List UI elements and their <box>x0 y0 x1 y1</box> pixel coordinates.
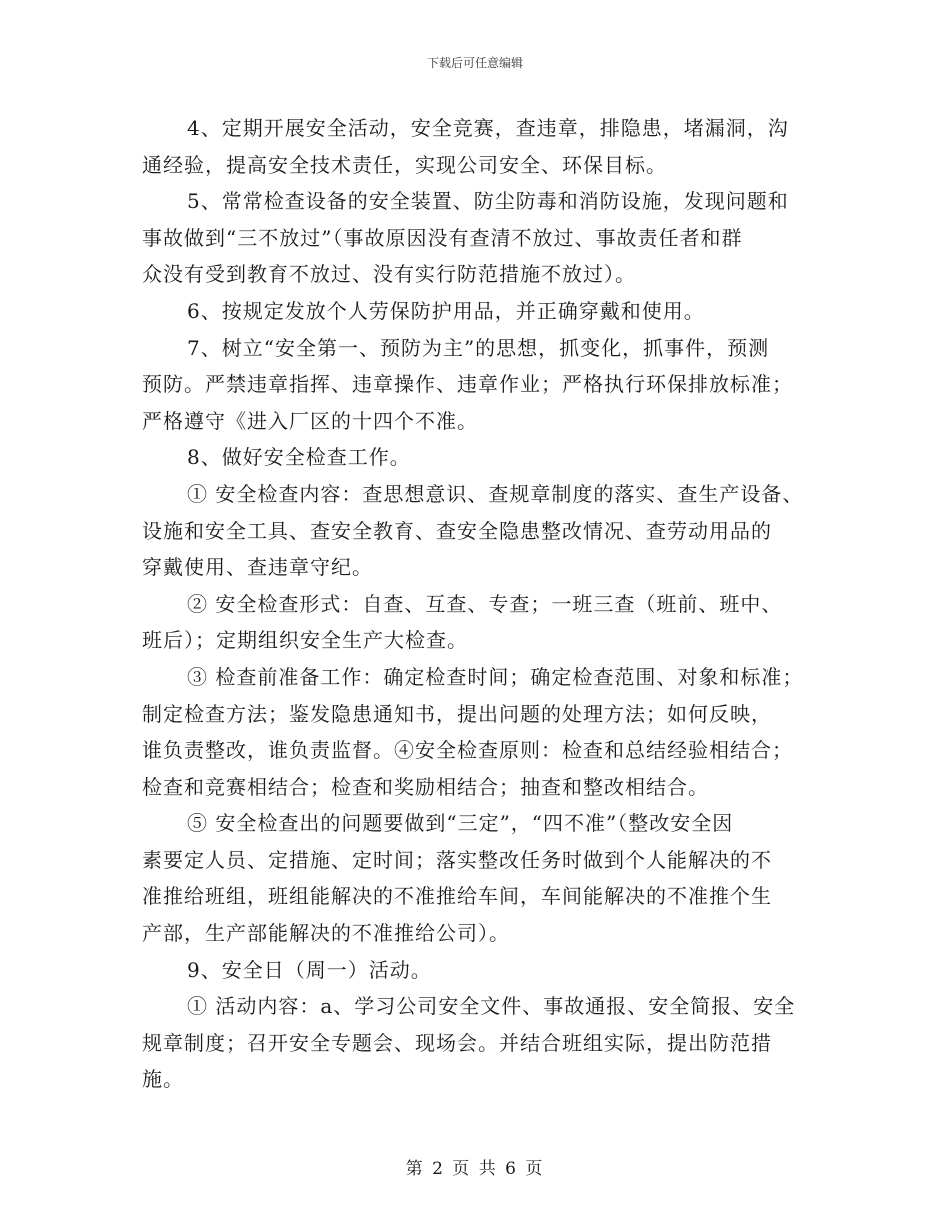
text-line: 规章制度；召开安全专题会、现场会。并结合班组实际，提出防范措 <box>142 1030 772 1055</box>
text-line: 众没有受到教育不放过、没有实行防范措施不放过）。 <box>142 262 636 287</box>
text-line: ① 活动内容：a、学习公司安全文件、事故通报、安全简报、安全 <box>187 994 796 1019</box>
text-line: 班后）；定期组织安全生产大检查。 <box>142 628 468 653</box>
text-line: 9、安全日（周一）活动。 <box>187 957 432 982</box>
text-line: 准推给班组，班组能解决的不准推给车间，车间能解决的不准推个生 <box>142 884 772 909</box>
text-line: ② 安全检查形式：自查、互查、专查；一班三查（班前、班中、 <box>187 591 783 616</box>
text-line: ⑤ 安全检查出的问题要做到“三定”，“四不准”（整改安全因 <box>187 811 734 836</box>
text-line: 穿戴使用、查违章守纪。 <box>142 555 373 580</box>
text-line: 7、树立“安全第一、预防为主”的思想，抓变化，抓事件，预测 <box>187 335 770 360</box>
text-line: 检查和竞赛相结合；检查和奖励相结合；抽查和整改相结合。 <box>142 774 709 799</box>
text-line: 施。 <box>142 1067 184 1092</box>
text-line: 预防。严禁违章指挥、违章操作、违章作业；严格执行环保排放标准； <box>142 372 793 397</box>
text-line: 5、常常检查设备的安全装置、防尘防毒和消防设施，发现问题和 <box>187 189 789 214</box>
text-line: 素要定人员、定措施、定时间；落实整改任务时做到个人能解决的不 <box>142 847 772 872</box>
text-line: 6、按规定发放个人劳保防护用品，并正确穿戴和使用。 <box>187 298 705 323</box>
text-line: 设施和安全工具、查安全教育、查安全隐患整改情况、查劳动用品的 <box>142 518 772 543</box>
text-line: 严格遵守《进入厂区的十四个不准。 <box>142 408 478 433</box>
text-line: ① 安全检查内容：查思想意识、查规章制度的落实、查生产设备、 <box>187 481 804 506</box>
text-line: 8、做好安全检查工作。 <box>187 445 411 470</box>
document-body <box>142 110 810 1098</box>
page-number-footer: 第 2 页 共 6 页 <box>405 1159 545 1179</box>
text-line: 事故做到“三不放过”（事故原因没有查清不放过、事故责任者和群 <box>142 225 743 250</box>
text-line: 制定检查方法；鉴发隐患通知书，提出问题的处理方法；如何反映， <box>142 701 772 726</box>
text-line: 产部，生产部能解决的不准推给公司）。 <box>142 921 510 946</box>
text-line: 4、定期开展安全活动，安全竞赛，查违章，排隐患，堵漏洞，沟 <box>187 116 789 140</box>
text-line: 通经验，提高安全技术责任，实现公司安全、环保目标。 <box>142 152 667 177</box>
text-line: 谁负责整改，谁负责监督。④安全检查原则：检查和总结经验相结合； <box>142 738 793 763</box>
text-line: ③ 检查前准备工作：确定检查时间；确定检查范围、对象和标准； <box>187 664 804 689</box>
page-header: 下载后可任意编辑 <box>426 56 523 70</box>
